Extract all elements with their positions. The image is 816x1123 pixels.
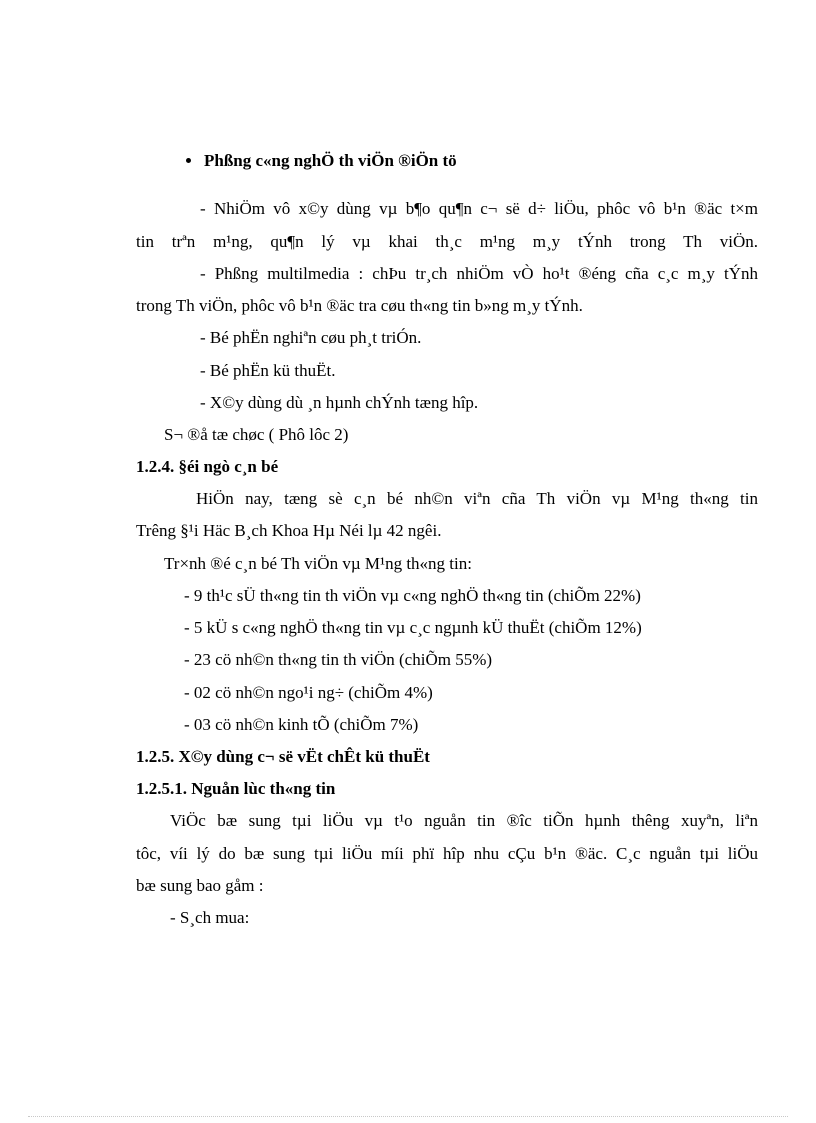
section-heading: 1.2.5. X©y dùng c¬ së vËt chÊt kü thuËt	[136, 747, 430, 766]
paragraph-line: Trêng §¹i Häc B¸ch Khoa Hµ Néi lµ 42 ngêi.	[136, 521, 442, 540]
list-item: - 02 cö nh©n ngo¹i ng÷ (chiÕm 4%)	[184, 683, 433, 702]
section-heading-phong: Phßng c«ng nghÖ th viÖn ®iÖn tö	[204, 151, 457, 170]
paragraph-line: bæ sung bao gåm :	[136, 876, 264, 895]
page-bottom-rule	[28, 1116, 788, 1117]
list-item: - 03 cö nh©n kinh tÕ (chiÕm 7%)	[184, 715, 419, 734]
list-item: - X©y dùng dù ¸n hµnh chÝnh tæng hîp.	[200, 393, 479, 412]
section-heading: 1.2.4. §éi ngò c¸n bé	[136, 457, 279, 476]
list-item: - Bé phËn nghiªn cøu ph¸t triÓn.	[200, 328, 422, 347]
paragraph-line: trong Th viÖn, phôc vô b¹n ®äc tra cøu th«ng tin b»ng m¸y tÝnh.	[136, 296, 583, 315]
list-item: - 23 cö nh©n th«ng tin th viÖn (chiÕm 55%)	[184, 650, 493, 669]
paragraph-line: HiÖn nay, tæng sè c¸n bé nh©n viªn cña Th viÖn vµ M¹ng th«ng tin	[196, 489, 758, 508]
paragraph-line: Tr×nh ®é c¸n bé Th viÖn vµ M¹ng th«ng tin:	[164, 554, 472, 573]
paragraph-line: - Phßng multilmedia : chÞu tr¸ch nhiÖm vÒ ho¹t ®éng cña c¸c m¸y tÝnh	[200, 264, 758, 283]
list-item: - 9 th¹c sÜ th«ng tin th viÖn vµ c«ng nghÖ th«ng tin (chiÕm 22%)	[184, 586, 641, 605]
bullet-icon	[186, 158, 191, 163]
paragraph-line: tôc, víi lý do bæ sung tµi liÖu míi phï hîp nhu cÇu b¹n ®äc. C¸c nguån tµi liÖu	[136, 844, 758, 863]
paragraph-line: ViÖc bæ sung tµi liÖu vµ t¹o nguån tin ®îc tiÕn hµnh thêng xuyªn, liªn	[170, 811, 758, 830]
paragraph-line: - NhiÖm vô x©y dùng vµ b¶o qu¶n c¬ së d÷ liÖu, phôc vô b¹n ®äc t×m	[200, 199, 758, 218]
list-item: - Bé phËn kü thuËt.	[200, 361, 336, 380]
subsection-heading: 1.2.5.1. Nguån lùc th«ng tin	[136, 779, 336, 798]
paragraph-line: tin trªn m¹ng, qu¶n lý vµ khai th¸c m¹ng m¸y tÝnh trong Th viÖn.	[136, 232, 758, 251]
paragraph-line: S¬ ®å tæ chøc ( Phô lôc 2)	[164, 425, 349, 444]
list-item: - S¸ch mua:	[170, 908, 250, 927]
list-item: - 5 kÜ s c«ng nghÖ th«ng tin vµ c¸c ngµnh kÜ thuËt (chiÕm 12%)	[184, 618, 642, 637]
